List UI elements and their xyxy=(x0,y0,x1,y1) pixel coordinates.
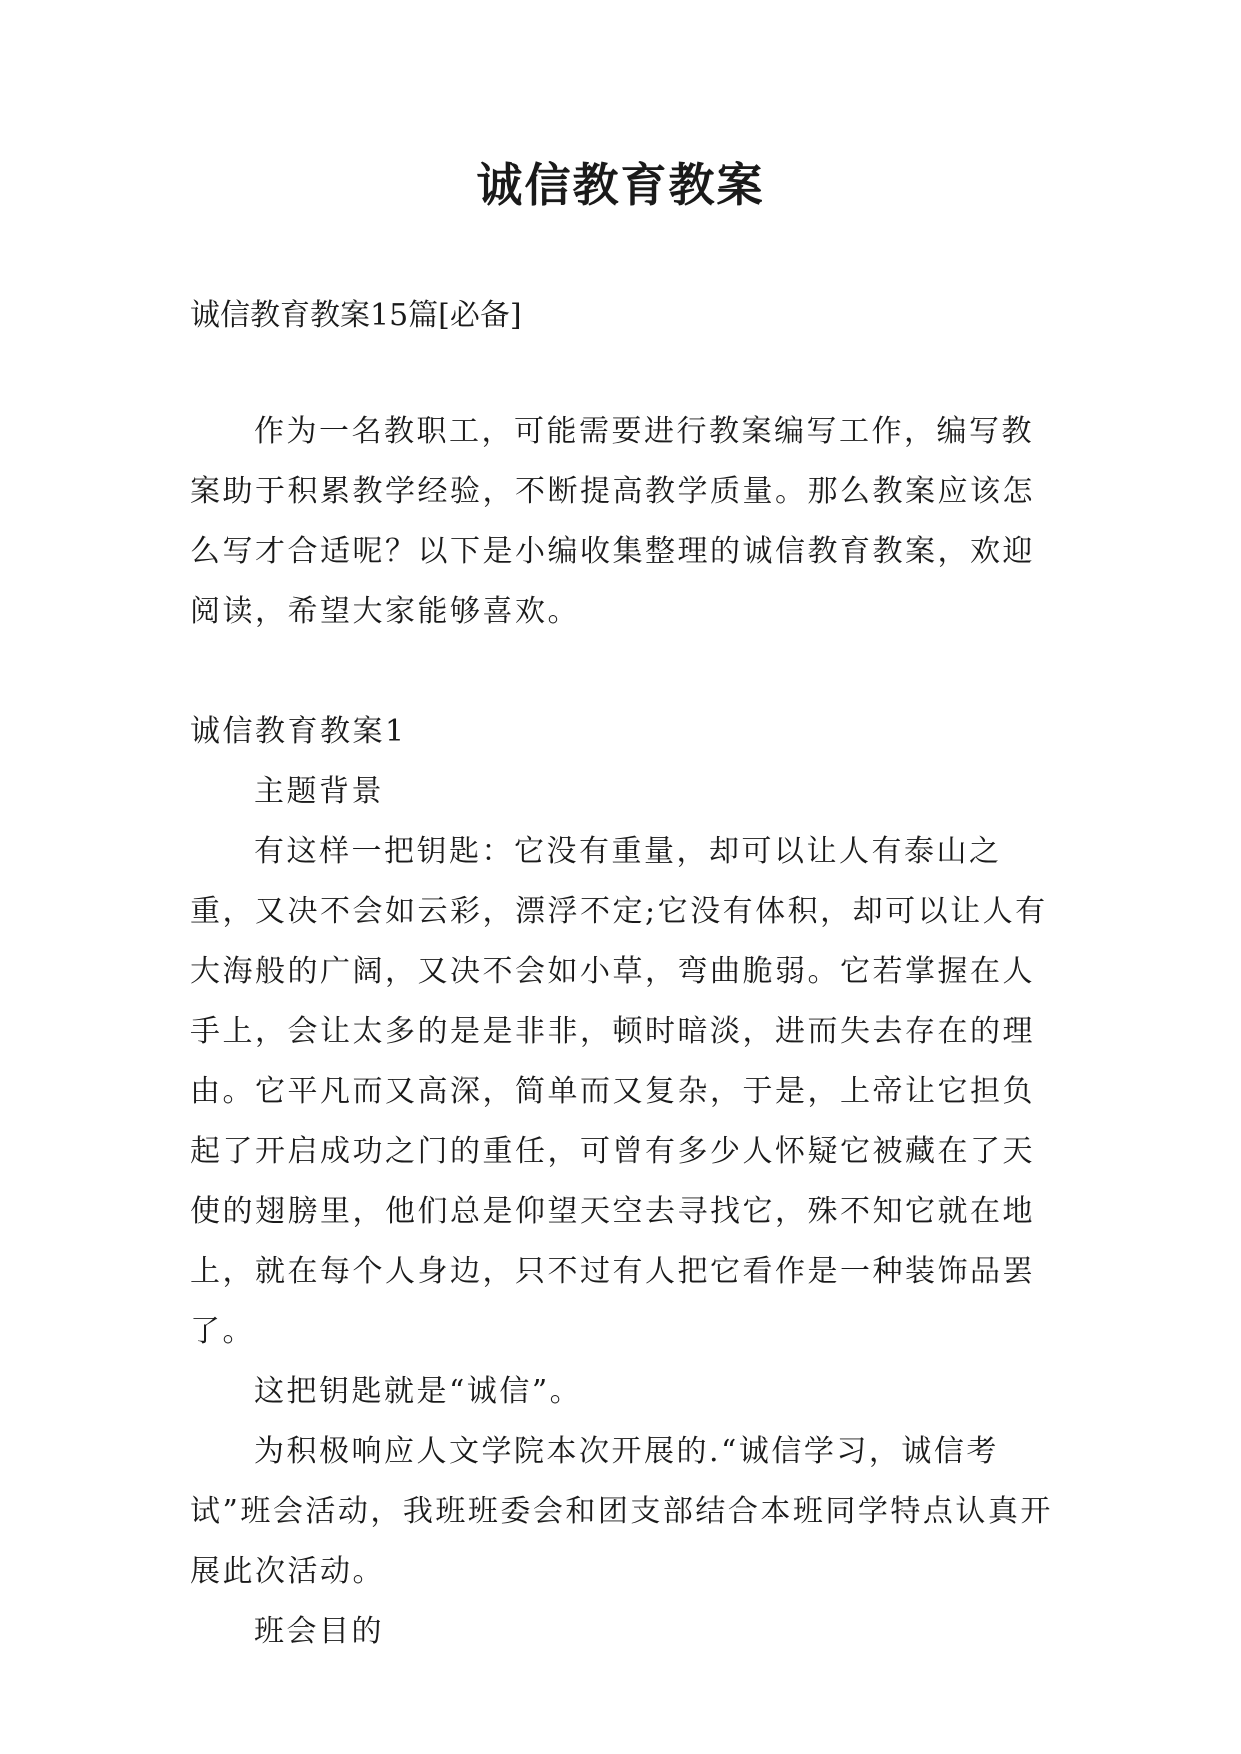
document-subtitle: 诚信教育教案15篇[必备] xyxy=(190,298,522,333)
purpose-heading: 班会目的 xyxy=(254,1614,384,1649)
document-body xyxy=(190,402,1060,1662)
document-title: 诚信教育教案 xyxy=(476,158,765,212)
intro-paragraph: 作为一名教职工，可能需要进行教案编写工作，编写教案助于积累教学经验，不断提高教学质量。那么教案应该怎么写才合适呢？以下是小编收集整理的诚信教育教案，欢迎阅读，希望大家能够喜欢。 xyxy=(190,414,1035,629)
integrity-paragraph: 这把钥匙就是“诚信”。 xyxy=(254,1374,583,1409)
section-heading: 诚信教育教案1 xyxy=(190,714,407,749)
theme-heading: 主题背景 xyxy=(254,774,384,809)
activity-paragraph: 为积极响应人文学院本次开展的.“诚信学习，诚信考试”班会活动，我班班委会和团支部结合本班同学特点认真开展此次活动。 xyxy=(190,1434,1053,1589)
key-paragraph: 有这样一把钥匙：它没有重量，却可以让人有泰山之重，又决不会如云彩，漂浮不定;它没有体积，却可以让人有大海般的广阔，又决不会如小草，弯曲脆弱。它若掌握在人手上，会让太多的是是非非，顿时暗淡，进而失去存在的理由。它平凡而又高深，简单而又复杂，于是，上帝让它担负起了开启成功之门的重任，可曾有多少人怀疑它被藏在了天使的翅膀里，他们总是仰望天空去寻找它，殊不知它就在地上，就在每个人身边，只不过有人把它看作是一种装饰品罢了。 xyxy=(190,834,1048,1349)
